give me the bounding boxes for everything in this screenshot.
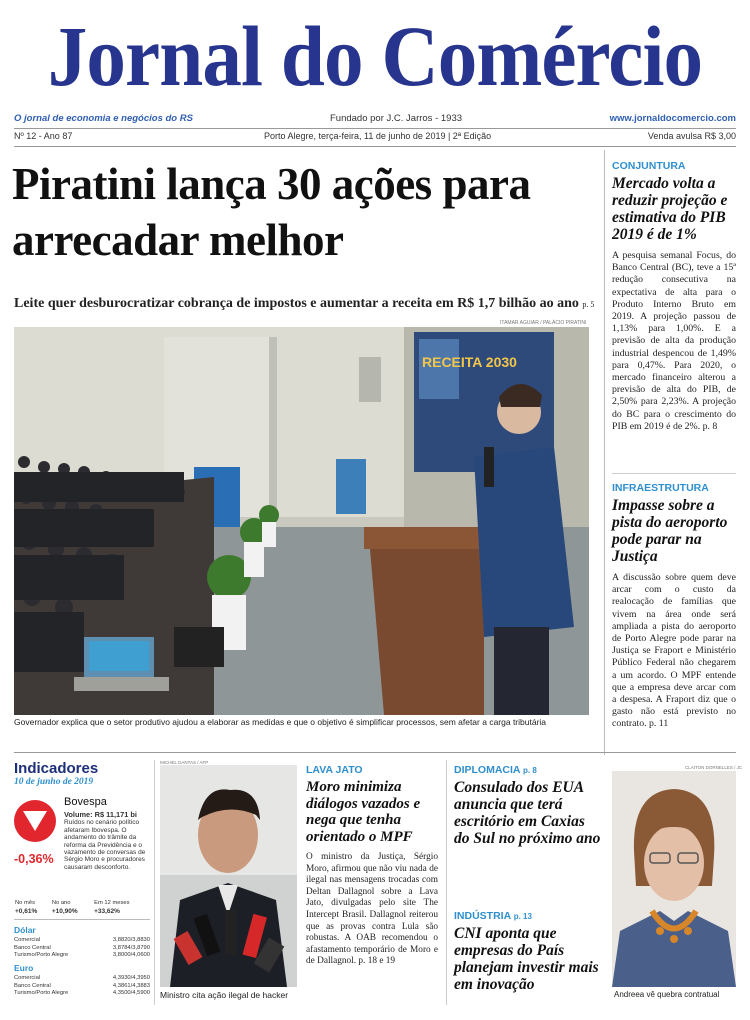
bovespa-table bbox=[14, 899, 150, 920]
column-divider bbox=[154, 760, 155, 1005]
andreea-photo-caption: Andreea vê quebra contratual bbox=[614, 990, 720, 999]
lead-photo[interactable] bbox=[14, 327, 589, 715]
euro-label: Euro bbox=[14, 963, 34, 973]
list-item: Comercial 4,3930/4,3950 bbox=[14, 975, 150, 981]
moro-photo[interactable] bbox=[160, 765, 297, 987]
photo-credit: MICHEL DANTAS / AFP bbox=[160, 760, 209, 765]
dolar-label: Dólar bbox=[14, 925, 36, 935]
list-item: Turismo/Porto Alegre 3,8000/4,0600 bbox=[14, 952, 150, 958]
banner-text: RECEITA 2030 bbox=[422, 354, 517, 370]
newspaper-logo[interactable]: Jornal do Comércio bbox=[47, 8, 703, 104]
story-headline[interactable]: Impasse sobre a pista do aeroporto pode parar na Justiça bbox=[612, 497, 728, 565]
page-ref: p. 8 bbox=[523, 766, 537, 775]
founded-line: Fundado por J.C. Jarros - 1933 bbox=[330, 113, 463, 124]
list-item: Turismo/Porto Alegre 4,3500/4,5900 bbox=[14, 990, 150, 996]
website-link[interactable]: www.jornaldocomercio.com bbox=[609, 113, 736, 124]
lead-page-ref: p. 5 bbox=[582, 300, 595, 309]
story-headline[interactable]: CNI aponta que empresas do País planejam investir mais em inovação bbox=[454, 925, 599, 993]
table-header: No mês bbox=[15, 900, 35, 906]
divider bbox=[612, 473, 736, 474]
indicators-box bbox=[14, 760, 150, 996]
section-kicker bbox=[454, 764, 602, 776]
story-body: A discussão sobre quem deve arcar com o custo da realocação de famílias que vivem na área onde será ampliada a pista do aeroporto de Porto Alegre pode parar na Justiça se Fraport e Ministério Público Federal não chegarem a um acordo. O MPF entende que a empresa deve arcar com a despesa. A Fraport diz que o gasto não está previsto no contrato. p. 11 bbox=[612, 572, 736, 730]
volume-label: Volume: R$ 11,171 bi bbox=[64, 810, 137, 819]
lead-subhead bbox=[14, 296, 604, 312]
page-ref: p. 13 bbox=[513, 912, 532, 921]
list-item: Banco Central 4,3861/4,3883 bbox=[14, 982, 150, 989]
dolar-rows bbox=[14, 937, 150, 960]
table-header: Em 12 meses bbox=[94, 900, 130, 906]
story-lava-jato[interactable] bbox=[306, 764, 438, 968]
lead-subhead-text: Leite quer desburocratizar cobrança de impostos e aumentar a receita em R$ 1,7 bilhão ao ano bbox=[14, 296, 579, 311]
lead-photo-caption: Governador explica que o setor produtivo ajudou a elaborar as medidas e que o objetivo é simplificar processos, sem afetar a carga tributária bbox=[14, 717, 547, 727]
bovespa-change: -0,36% bbox=[14, 852, 54, 866]
andreea-photo-illustration bbox=[612, 771, 736, 987]
section-kicker: LAVA JATO bbox=[306, 764, 363, 776]
section-kicker: INFRAESTRUTURA bbox=[612, 482, 709, 494]
issue-strip bbox=[14, 131, 736, 145]
kicker-text: INDÚSTRIA bbox=[454, 910, 511, 922]
bovespa-volume bbox=[64, 811, 150, 871]
table-cell: +10,90% bbox=[51, 907, 93, 920]
list-item: Comercial 3,8820/3,8830 bbox=[14, 937, 150, 943]
list-item: Banco Central 3,8784/3,8790 bbox=[14, 944, 150, 951]
story-diplomacia[interactable] bbox=[454, 764, 602, 847]
photo-credit: ITAMAR AGUIAR / PALÁCIO PIRATINI bbox=[500, 320, 587, 326]
story-headline[interactable]: Consulado dos EUA anuncia que terá escritório em Caxias do Sul no próximo ano bbox=[454, 779, 601, 847]
moro-photo-illustration bbox=[160, 765, 297, 987]
column-divider bbox=[446, 760, 447, 1005]
table-header: No ano bbox=[51, 900, 71, 906]
divider bbox=[14, 146, 736, 147]
bovespa-label: Bovespa bbox=[64, 796, 107, 808]
bovespa-down-icon bbox=[14, 800, 56, 842]
photo-credit: CLAITON DORNELLES / JC bbox=[685, 765, 743, 770]
kicker-text: DIPLOMACIA bbox=[454, 764, 521, 776]
story-headline[interactable]: Mercado volta a reduzir projeção e estimativa do PIB 2019 é de 1% bbox=[612, 175, 728, 243]
indicators-title: Indicadores bbox=[14, 760, 99, 777]
column-divider bbox=[604, 150, 605, 755]
story-body: A pesquisa semanal Focus, do Banco Central (BC), teve a 15ª redução consecutiva na expectativa de alta para o Produto Interno Bruto em 2019. A projeção passou de 1,13% para 1,00%. E a previsão de alta da produção industrial despencou de 1,49% para 0,47%. Para 2020, o mercado financeiro alterou a previsão de alta do PIB, de 2,50% para 2,23%. A projeção do BC para o crescimento do PIB em 2019 é de 2%. p. 8 bbox=[612, 250, 736, 432]
issue-number: Nº 12 - Ano 87 bbox=[14, 131, 73, 141]
story-infraestrutura[interactable] bbox=[612, 482, 736, 731]
date-line: Porto Alegre, terça-feira, 11 de junho de 2019 | 2ª Edição bbox=[264, 131, 492, 141]
indicators-date: 10 de junho de 2019 bbox=[14, 777, 94, 787]
story-body: O ministro da Justiça, Sérgio Moro, afirmou que não viu nada de ilegal nas mensagens trocadas com Deltan Dallagnol sobre a Lava Jato, divulgadas pelo site The Intercept Brasil. Dallagnol reiterou que as provas contra Lula são robustas. A OAB recomendou o afastamento temporário de Moro e de Dallagnol. p. 18 e 19 bbox=[306, 852, 438, 967]
section-kicker: CONJUNTURA bbox=[612, 160, 686, 172]
story-headline[interactable]: Moro minimiza diálogos vazados e nega que tenha orientado o MPF bbox=[306, 779, 421, 845]
lead-headline[interactable]: Piratini lança 30 ações para arrecadar melhor bbox=[12, 159, 531, 265]
moro-photo-caption: Ministro cita ação ilegal de hacker bbox=[160, 990, 289, 1000]
euro-rows bbox=[14, 975, 150, 998]
price: Venda avulsa R$ 3,00 bbox=[647, 131, 736, 141]
masthead-info-strip bbox=[14, 112, 736, 128]
section-kicker bbox=[454, 910, 602, 922]
volume-text: Ruídos no cenário político afetaram Ibovespa. O andamento do trâmite da reforma da Previdência e o vazamento de conversas de Sérgio Moro e procuradores causaram desconforto. bbox=[64, 819, 146, 871]
story-conjuntura[interactable] bbox=[612, 160, 736, 433]
divider bbox=[14, 752, 736, 753]
story-industria[interactable] bbox=[454, 910, 602, 993]
table-cell: +0,61% bbox=[14, 907, 51, 920]
divider bbox=[14, 128, 736, 129]
table-cell: +33,62% bbox=[93, 907, 150, 920]
lead-photo-illustration bbox=[14, 327, 589, 715]
tagline: O jornal de economia e negócios do RS bbox=[14, 113, 193, 124]
masthead bbox=[0, 0, 750, 112]
andreea-photo[interactable] bbox=[612, 771, 736, 987]
